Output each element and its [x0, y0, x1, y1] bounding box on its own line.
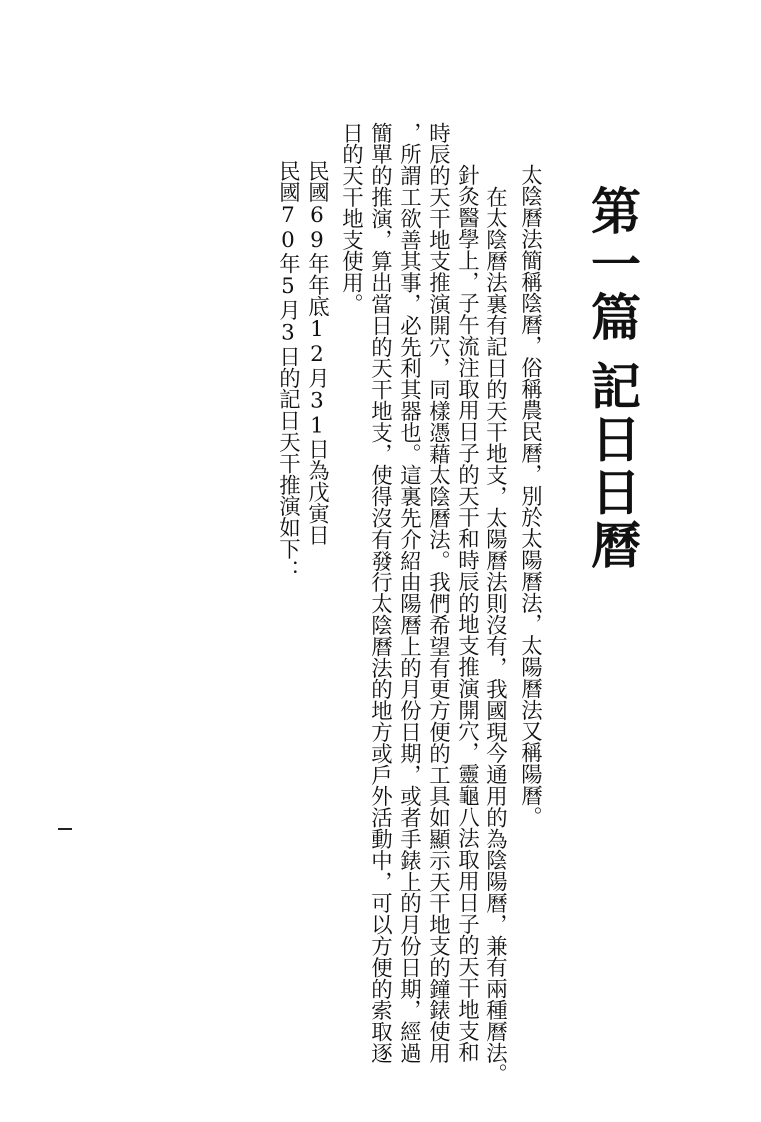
text-line-5: ，所謂工欲善其事，必先利其器也。這裏先介紹由陽曆上的月份日期，或者手錶上的月份日期，經過 [396, 122, 422, 1064]
text-line-1: 太陰曆法簡稱陰曆，俗稱農民曆，別於太陽曆法，太陽曆法又稱陽曆。 [517, 164, 543, 828]
text-line-4: 時辰的天干地支推演開穴，同樣憑藉太陰曆法。我們希望有更方便的工具如顯示天干地支的鐘錶使用 [425, 122, 451, 1064]
text-line-7: 日的天干地支使用。 [338, 122, 364, 315]
chapter-title-number: 第一篇 [583, 185, 642, 344]
margin-dash-mark [58, 828, 72, 830]
text-line-6: 簡單的推演，算出當日的天干地支，使得沒有發行太陰曆法的地方或戶外活動中，可以方便的索取逐 [367, 122, 393, 1064]
text-line-8: 民國69年年底12月31日為戊寅日 [304, 160, 330, 546]
text-line-3: 針灸醫學上，子午流注取用日子的天干和時辰的地支推演開穴，靈龜八法取用日子的天干地支和 [454, 164, 480, 1063]
chapter-title-name: 記日日曆 [583, 360, 642, 572]
text-line-2: 在太陰曆法裏有記日的天干地支，太陽曆法則沒有，我國現今通用的為陰陽曆，兼有兩種曆法。 [482, 186, 508, 1085]
text-line-9: 民國70年5月3日的記日天干推演如下： [275, 160, 301, 581]
